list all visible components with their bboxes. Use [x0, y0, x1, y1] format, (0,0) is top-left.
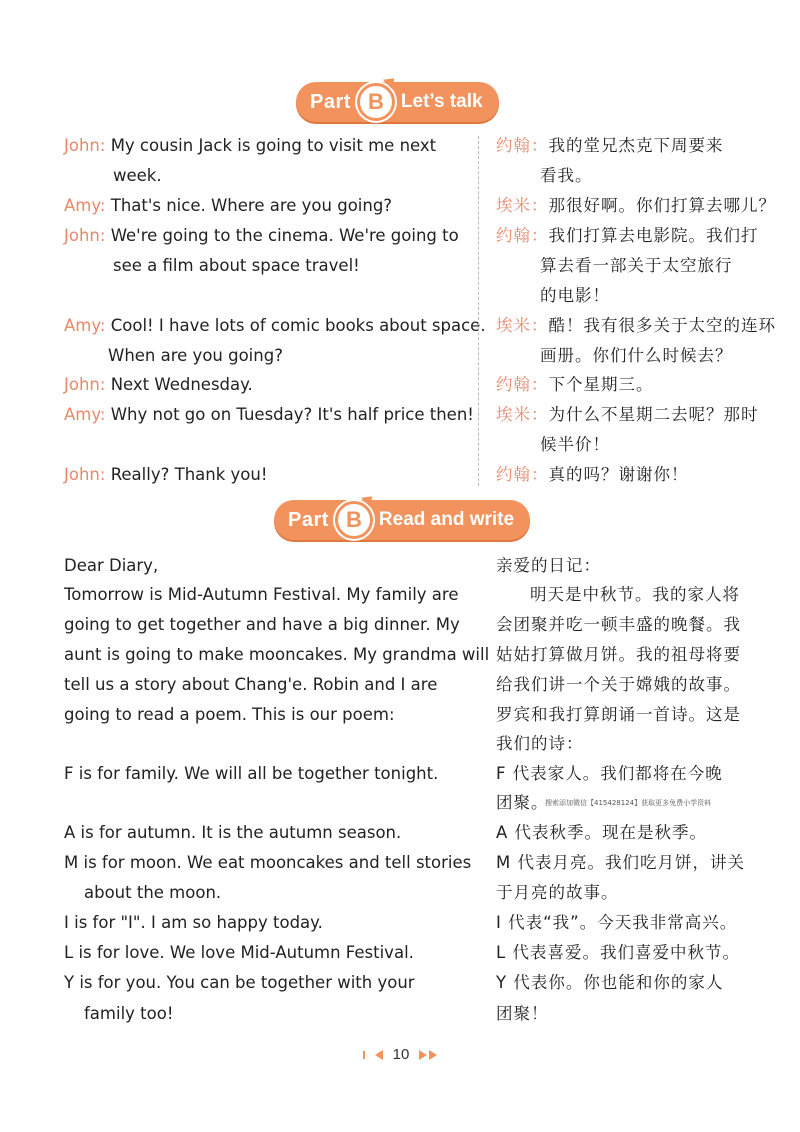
diary-text: Y is for you. You can be together with your — [64, 973, 415, 992]
dialogue-text: 画册。你们什么时候去？ — [540, 346, 733, 365]
dialogue-line-zh — [540, 166, 593, 186]
part-label: Part — [288, 508, 329, 531]
diary-text: L is for love. We love Mid-Autumn Festival. — [64, 943, 414, 962]
diary-line-zh — [496, 1004, 549, 1024]
diary-line-zh — [496, 883, 619, 903]
diary-line-zh — [496, 734, 584, 754]
next-arrow-icon-2 — [429, 1050, 437, 1060]
diary-line-en — [64, 764, 438, 784]
speaker-name: Amy: — [64, 196, 106, 215]
dialogue-line-en — [64, 465, 267, 485]
diary-text: Y 代表你。你也能和你的家人 — [496, 973, 724, 992]
dialogue-text: Why not go on Tuesday? It's half price then! — [110, 405, 474, 424]
diary-line-zh — [496, 645, 741, 665]
diary-line-en — [64, 556, 158, 576]
dialogue-line-en — [64, 136, 436, 156]
speaker-name: 约翰： — [496, 465, 549, 484]
diary-text: 罗宾和我打算朗诵一首诗。这是 — [496, 705, 741, 724]
dialogue-line-zh — [540, 256, 733, 276]
dialogue-text: 真的吗？谢谢你！ — [548, 465, 689, 484]
speaker-name: 约翰： — [496, 375, 549, 394]
dialogue-text: 下个星期三。 — [548, 375, 654, 394]
diary-text: 给我们讲一个关于嫦娥的故事。 — [496, 675, 741, 694]
section-title: Read and write — [378, 509, 515, 530]
diary-text: about the moon. — [84, 883, 222, 902]
part-letter-badge: B — [357, 83, 395, 121]
speaker-name: John: — [64, 465, 106, 484]
diary-line-en — [64, 675, 437, 695]
dialogue-text: 候半价！ — [540, 435, 610, 454]
dialogue-text: 那很好啊。你们打算去哪儿？ — [548, 196, 776, 215]
speaker-name: Amy: — [64, 405, 106, 424]
dialogue-line-en — [64, 196, 392, 216]
speaker-name: John: — [64, 375, 106, 394]
dialogue-text: When are you going? — [108, 346, 283, 365]
dialogue-text: Next Wednesday. — [110, 375, 253, 394]
next-arrow-icon — [419, 1050, 427, 1060]
dialogue-text: 酷！我有很多关于太空的连环 — [548, 316, 776, 335]
diary-text: Dear Diary, — [64, 556, 159, 575]
section-title: Let’s talk — [400, 91, 483, 112]
diary-text: F 代表家人。我们都将在今晚 — [496, 764, 723, 783]
diary-line-zh — [496, 943, 740, 963]
diary-line-en — [64, 585, 459, 605]
dialogue-text: 看我。 — [540, 166, 593, 185]
diary-line-zh — [496, 913, 737, 933]
dialogue-text: Really? Thank you! — [110, 465, 268, 484]
diary-line-en — [64, 705, 395, 725]
dialogue-text: 的电影！ — [540, 286, 610, 305]
dialogue-line-en — [113, 256, 360, 276]
diary-line-zh — [530, 585, 740, 605]
page-number: 10 — [392, 1046, 410, 1063]
dialogue-text: 为什么不星期二去呢？那时 — [548, 405, 759, 424]
diary-line-zh — [496, 823, 707, 843]
diary-line-zh — [496, 556, 601, 576]
diary-text: A is for autumn. It is the autumn season. — [64, 823, 402, 842]
dialogue-text: That's nice. Where are you going? — [110, 196, 393, 215]
footer-mark-left — [363, 1051, 365, 1059]
diary-line-zh — [496, 793, 549, 813]
dialogue-line-en — [113, 166, 162, 186]
diary-text: 明天是中秋节。我的家人将 — [530, 585, 740, 604]
speaker-name: 埃米： — [496, 405, 549, 424]
diary-line-en — [64, 913, 323, 933]
diary-line-en — [64, 645, 489, 665]
part-label: Part — [310, 90, 351, 113]
dialogue-line-zh — [496, 375, 654, 395]
part-letter-badge: B — [335, 501, 373, 539]
diary-text: F is for family. We will all be together tonight. — [64, 764, 439, 783]
diary-text: 会团聚并吃一顿丰盛的晚餐。我 — [496, 615, 741, 634]
diary-line-zh — [496, 675, 741, 695]
speaker-name: Amy: — [64, 316, 106, 335]
dialogue-line-zh — [496, 196, 776, 216]
diary-text: M 代表月亮。我们吃月饼，讲关 — [496, 853, 745, 872]
diary-line-en — [84, 1004, 173, 1024]
speaker-name: 埃米： — [496, 196, 549, 215]
dialogue-line-zh — [496, 405, 759, 425]
diary-text: L 代表喜爱。我们喜爱中秋节。 — [496, 943, 740, 962]
section-banner-lets-talk — [296, 82, 499, 122]
diary-line-en — [64, 823, 401, 843]
dialogue-text: 我们打算去电影院。我们打 — [548, 226, 759, 245]
dialogue-line-en — [64, 375, 253, 395]
dialogue-line-zh — [496, 316, 776, 336]
speaker-name: 约翰： — [496, 136, 549, 155]
speaker-name: 约翰： — [496, 226, 549, 245]
diary-text: 我们的诗： — [496, 734, 584, 753]
diary-line-en — [84, 883, 221, 903]
dialogue-text: My cousin Jack is going to visit me next — [110, 136, 437, 155]
watermark-text: 搜索添加微信【415428124】获取更多免费小学资料 — [545, 799, 712, 807]
diary-line-zh — [496, 615, 741, 635]
page-footer — [0, 1046, 800, 1063]
diary-text: I is for "I". I am so happy today. — [64, 913, 323, 932]
diary-text: going to get together and have a big dinner. My — [64, 615, 460, 634]
speaker-name: John: — [64, 136, 106, 155]
diary-text: Tomorrow is Mid-Autumn Festival. My family are — [64, 585, 459, 604]
dialogue-line-en — [64, 226, 459, 246]
diary-text: 团聚！ — [496, 1004, 549, 1023]
diary-text: 姑姑打算做月饼。我的祖母将要 — [496, 645, 741, 664]
dialogue-text: week. — [113, 166, 162, 185]
diary-text: A 代表秋季。现在是秋季。 — [496, 823, 708, 842]
dialogue-line-zh — [496, 136, 724, 156]
diary-line-en — [64, 615, 460, 635]
section-banner-read-and-write — [274, 500, 530, 540]
column-divider — [478, 136, 479, 486]
diary-text: going to read a poem. This is our poem: — [64, 705, 395, 724]
diary-line-zh — [496, 764, 723, 784]
dialogue-text: 算去看一部关于太空旅行 — [540, 256, 733, 275]
dialogue-line-en — [64, 405, 474, 425]
dialogue-text: 我的堂兄杰克下周要来 — [548, 136, 724, 155]
diary-line-zh — [496, 853, 745, 873]
dialogue-line-zh — [496, 465, 689, 485]
diary-text: aunt is going to make mooncakes. My grandma will — [64, 645, 490, 664]
diary-line-en — [64, 973, 415, 993]
diary-text: family too! — [84, 1004, 174, 1023]
diary-text: tell us a story about Chang'e. Robin and I are — [64, 675, 438, 694]
dialogue-line-en — [108, 346, 283, 366]
dialogue-line-zh — [540, 346, 733, 366]
prev-arrow-icon — [375, 1050, 383, 1060]
dialogue-text: see a film about space travel! — [113, 256, 360, 275]
diary-line-zh — [496, 973, 723, 993]
dialogue-text: Cool! I have lots of comic books about space. — [110, 316, 486, 335]
dialogue-text: We're going to the cinema. We're going to — [110, 226, 459, 245]
diary-line-zh — [496, 705, 741, 725]
diary-text: 于月亮的故事。 — [496, 883, 619, 902]
speaker-name: 埃米： — [496, 316, 549, 335]
diary-line-en — [64, 943, 414, 963]
diary-text: M is for moon. We eat mooncakes and tell stories — [64, 853, 472, 872]
dialogue-line-zh — [540, 286, 610, 306]
diary-text: I 代表“我”。今天我非常高兴。 — [496, 913, 738, 932]
diary-text: 团聚。 — [496, 793, 549, 812]
dialogue-line-zh — [496, 226, 759, 246]
dialogue-line-zh — [540, 435, 610, 455]
diary-text: 亲爱的日记： — [496, 556, 601, 575]
dialogue-line-en — [64, 316, 486, 336]
diary-line-en — [64, 853, 471, 873]
speaker-name: John: — [64, 226, 106, 245]
